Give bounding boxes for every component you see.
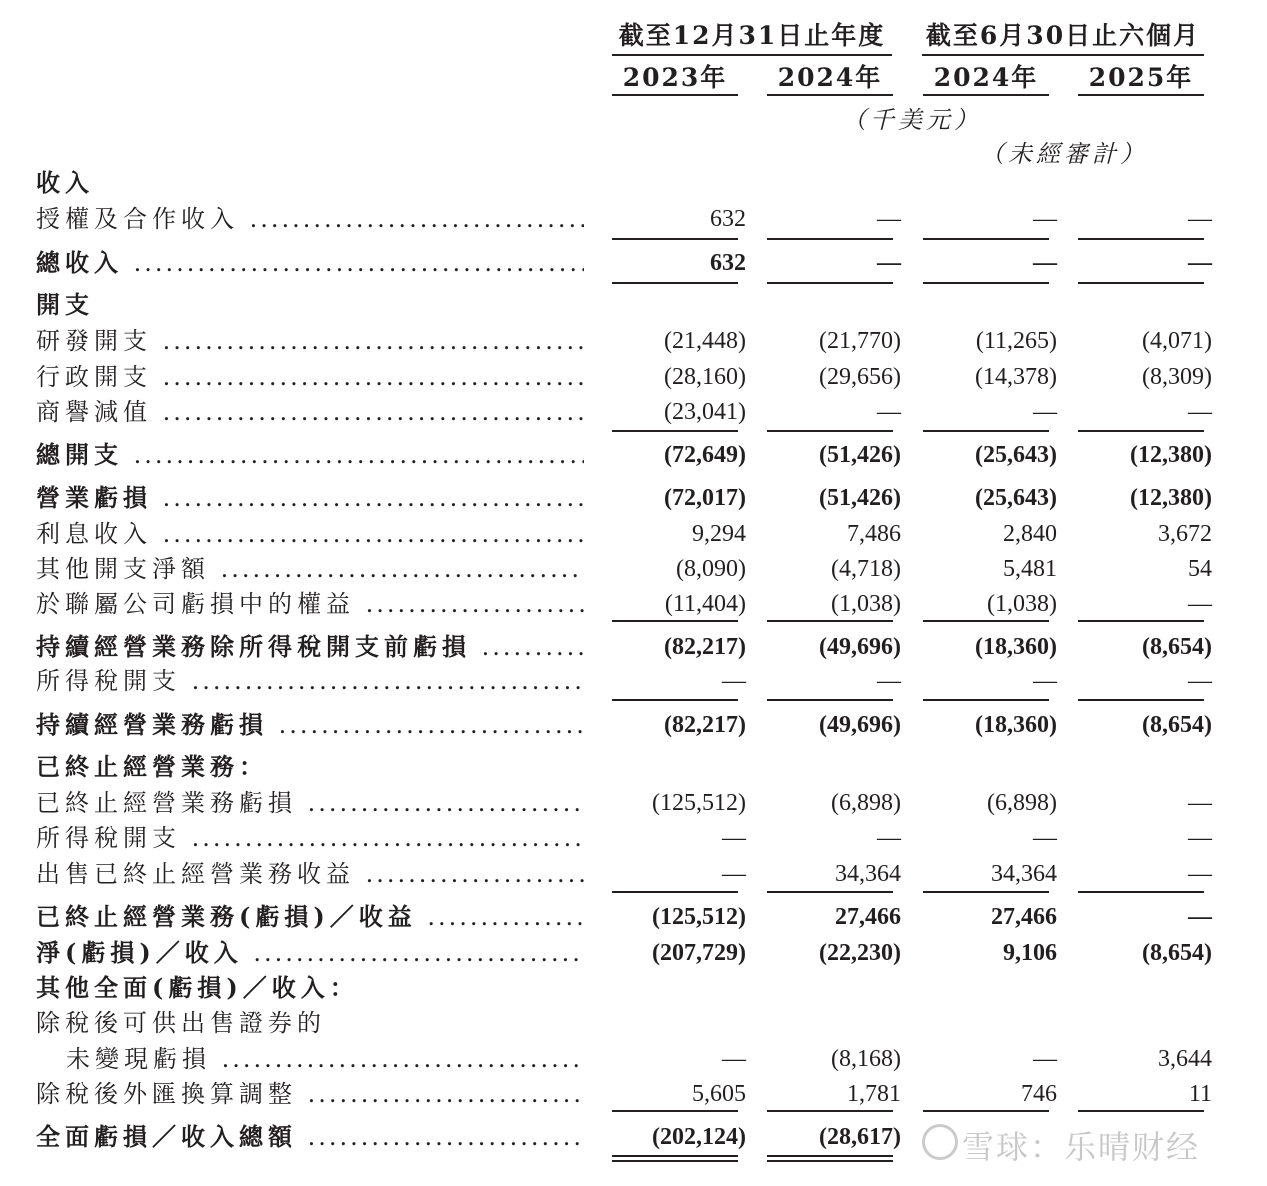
row-value-col-2: (11,265) — [975, 328, 1057, 354]
row-value-col-0: (23,041) — [664, 399, 746, 425]
total-double-underline — [767, 1155, 893, 1157]
row-value-col-3: 11 — [1188, 1081, 1212, 1107]
row-value-col-3: 3,644 — [1158, 1046, 1212, 1072]
row-label: 除稅後外匯換算調整 ..... — [36, 1076, 584, 1112]
subtotal-underline — [1078, 891, 1204, 893]
row-value-col-3: (8,654) — [1142, 940, 1212, 966]
row-label: 營業虧損 ..... — [36, 480, 584, 516]
row-value-col-1: (51,426) — [819, 485, 901, 511]
row-label: 於聯屬公司虧損中的權益 ..... — [36, 586, 584, 622]
subtotal-underline — [1078, 430, 1204, 432]
row-value-col-0: 632 — [710, 206, 746, 232]
subtotal-underline — [1078, 238, 1204, 240]
row-label: 未變現虧損 ..... — [66, 1041, 584, 1077]
row-value-col-3: (4,071) — [1142, 328, 1212, 354]
row-label: 其他全面(虧損)／收入： — [36, 973, 359, 1002]
row-value-col-0: (72,017) — [664, 485, 746, 511]
row-value-col-2: (6,898) — [987, 790, 1057, 816]
subtotal-underline — [612, 282, 738, 284]
row-value-col-2: 2,840 — [1003, 521, 1057, 547]
row-value-col-2: (25,643) — [975, 442, 1057, 468]
table-row — [0, 820, 1267, 856]
row-value-col-1: (1,038) — [831, 591, 901, 617]
row-label: 所得稅開支 ..... — [36, 663, 584, 699]
table-row — [0, 970, 1267, 1006]
row-value-col-2: 9,106 — [1003, 940, 1057, 966]
row-value-col-2: 5,481 — [1003, 556, 1057, 582]
row-value-col-1: (49,696) — [819, 712, 901, 738]
total-double-underline — [612, 1155, 738, 1157]
period-rule-full-year — [612, 54, 892, 56]
row-value-col-2: — — [1033, 1046, 1057, 1072]
subtotal-underline — [767, 282, 893, 284]
row-value-col-0: (8,090) — [676, 556, 746, 582]
subtotal-underline — [1078, 1110, 1204, 1112]
row-value-col-3: — — [1188, 206, 1212, 232]
row-value-col-3: (8,309) — [1142, 364, 1212, 390]
subtotal-underline — [612, 1110, 738, 1112]
row-value-col-0: 9,294 — [692, 521, 746, 547]
row-value-col-1: — — [877, 399, 901, 425]
row-value-col-3: (12,380) — [1130, 442, 1212, 468]
subtotal-underline — [612, 430, 738, 432]
row-value-col-0: (21,448) — [664, 328, 746, 354]
row-value-col-0: (125,512) — [652, 790, 746, 816]
row-value-col-3: — — [1188, 861, 1212, 887]
row-value-col-1: (6,898) — [831, 790, 901, 816]
subtotal-underline — [1078, 282, 1204, 284]
row-value-col-1: 34,364 — [835, 861, 901, 887]
row-label: 收入 — [36, 168, 94, 197]
subtotal-underline — [767, 430, 893, 432]
row-label: 總收入 ..... — [36, 245, 584, 281]
row-value-col-3: (8,654) — [1142, 634, 1212, 660]
row-label: 授權及合作收入 ..... — [36, 201, 584, 237]
row-value-col-1: — — [877, 825, 901, 851]
row-value-col-1: — — [877, 250, 901, 276]
subtotal-underline — [923, 282, 1049, 284]
subtotal-underline — [1078, 620, 1204, 622]
row-value-col-3: — — [1188, 250, 1212, 276]
year-header-1: 2024年 — [777, 63, 883, 92]
table-row — [0, 586, 1267, 622]
row-label: 已終止經營業務虧損 ..... — [36, 785, 584, 821]
subtotal-underline — [923, 430, 1049, 432]
table-row — [0, 663, 1267, 699]
row-value-col-1: (22,230) — [819, 940, 901, 966]
row-label: 商譽減值 ..... — [36, 394, 584, 430]
row-label: 全面虧損／收入總額 ..... — [36, 1119, 584, 1155]
row-label: 已終止經營業務： — [36, 752, 268, 781]
total-double-underline — [767, 1160, 893, 1162]
row-value-col-2: — — [1033, 399, 1057, 425]
row-value-col-2: (18,360) — [975, 634, 1057, 660]
table-row — [0, 749, 1267, 785]
subtotal-underline — [767, 891, 893, 893]
row-value-col-0: (202,124) — [652, 1124, 746, 1150]
watermark-logo-icon — [922, 1124, 958, 1160]
row-value-col-0: (11,404) — [664, 591, 746, 617]
subtotal-underline — [612, 238, 738, 240]
row-label: 持續經營業務除所得稅開支前虧損 ..... — [36, 629, 584, 665]
year-rule-0 — [612, 94, 738, 96]
row-value-col-0: 632 — [710, 250, 746, 276]
table-row — [0, 1005, 1267, 1041]
row-value-col-1: (21,770) — [819, 328, 901, 354]
table-row — [0, 165, 1267, 201]
row-value-col-2: 746 — [1021, 1081, 1057, 1107]
table-row — [0, 629, 1267, 665]
row-label: 行政開支 ..... — [36, 359, 584, 395]
row-value-col-2: — — [1033, 206, 1057, 232]
row-value-col-3: (12,380) — [1130, 485, 1212, 511]
row-value-col-1: 7,486 — [847, 521, 901, 547]
subtotal-underline — [923, 891, 1049, 893]
table-row — [0, 516, 1267, 552]
row-value-col-2: (1,038) — [987, 591, 1057, 617]
row-value-col-0: (207,729) — [652, 940, 746, 966]
row-label: 其他開支淨額 ..... — [36, 551, 584, 587]
row-label: 所得稅開支 ..... — [36, 820, 584, 856]
table-row — [0, 437, 1267, 473]
table-row — [0, 1076, 1267, 1112]
subtotal-underline — [767, 1110, 893, 1112]
year-header-3: 2025年 — [1088, 63, 1194, 92]
row-label: 利息收入 ..... — [36, 516, 584, 552]
row-value-col-0: (82,217) — [664, 712, 746, 738]
unaudited-label: （未經審計） — [980, 140, 1148, 168]
year-rule-2 — [923, 94, 1049, 96]
period-header-half-year: 截至6月30日止六個月 — [925, 21, 1201, 50]
row-value-col-2: 27,466 — [991, 904, 1057, 930]
row-value-col-0: (125,512) — [652, 904, 746, 930]
row-value-col-1: (28,617) — [819, 1124, 901, 1150]
row-value-col-0: — — [722, 1046, 746, 1072]
table-row — [0, 394, 1267, 430]
row-value-col-0: (28,160) — [664, 364, 746, 390]
row-value-col-3: — — [1188, 399, 1212, 425]
row-value-col-2: 34,364 — [991, 861, 1057, 887]
row-value-col-0: (72,649) — [664, 442, 746, 468]
subtotal-underline — [1078, 699, 1204, 701]
table-row — [0, 935, 1267, 971]
period-rule-half-year — [922, 54, 1204, 56]
row-value-col-2: — — [1033, 825, 1057, 851]
watermark-text: 雪球：乐晴财经 — [962, 1128, 1201, 1166]
row-value-col-3: 3,672 — [1158, 521, 1212, 547]
unit-label: （千美元） — [842, 106, 982, 134]
row-value-col-0: — — [722, 825, 746, 851]
table-row — [0, 201, 1267, 237]
row-value-col-3: — — [1188, 668, 1212, 694]
table-row — [0, 856, 1267, 892]
subtotal-underline — [612, 891, 738, 893]
total-double-underline — [612, 1160, 738, 1162]
table-row — [0, 480, 1267, 516]
subtotal-underline — [767, 699, 893, 701]
table-row — [0, 359, 1267, 395]
table-row — [0, 1041, 1267, 1077]
row-value-col-1: (49,696) — [819, 634, 901, 660]
row-value-col-1: — — [877, 668, 901, 694]
row-value-col-1: (29,656) — [819, 364, 901, 390]
row-value-col-3: — — [1188, 591, 1212, 617]
row-value-col-3: — — [1188, 825, 1212, 851]
subtotal-underline — [923, 620, 1049, 622]
year-rule-3 — [1078, 94, 1204, 96]
row-label: 已終止經營業務(虧損)／收益 ..... — [36, 899, 584, 935]
row-label: 研發開支 ..... — [36, 323, 584, 359]
subtotal-underline — [923, 238, 1049, 240]
row-value-col-0: — — [722, 861, 746, 887]
table-row — [0, 707, 1267, 743]
row-value-col-0: (82,217) — [664, 634, 746, 660]
row-value-col-1: — — [877, 206, 901, 232]
row-value-col-2: (18,360) — [975, 712, 1057, 738]
table-row — [0, 899, 1267, 935]
row-label: 總開支 ..... — [36, 437, 584, 473]
row-value-col-1: (4,718) — [831, 556, 901, 582]
subtotal-underline — [612, 699, 738, 701]
year-rule-1 — [767, 94, 893, 96]
row-value-col-0: — — [722, 668, 746, 694]
row-value-col-3: (8,654) — [1142, 712, 1212, 738]
row-value-col-2: (14,378) — [975, 364, 1057, 390]
row-value-col-3: — — [1188, 790, 1212, 816]
year-header-0: 2023年 — [622, 63, 728, 92]
row-value-col-1: (51,426) — [819, 442, 901, 468]
row-value-col-2: — — [1033, 668, 1057, 694]
subtotal-underline — [923, 1110, 1049, 1112]
subtotal-underline — [767, 238, 893, 240]
row-label: 除稅後可供出售證券的 — [36, 1009, 326, 1037]
year-header-2: 2024年 — [933, 63, 1039, 92]
row-value-col-3: 54 — [1188, 556, 1212, 582]
table-row — [0, 551, 1267, 587]
table-row — [0, 785, 1267, 821]
row-value-col-1: (8,168) — [831, 1046, 901, 1072]
row-label: 開支 — [36, 290, 94, 319]
row-label: 持續經營業務虧損 ..... — [36, 707, 584, 743]
row-value-col-2: — — [1033, 250, 1057, 276]
subtotal-underline — [923, 699, 1049, 701]
subtotal-underline — [767, 620, 893, 622]
row-label: 出售已終止經營業務收益 ..... — [36, 856, 584, 892]
row-value-col-3: — — [1188, 904, 1212, 930]
period-header-full-year: 截至12月31日止年度 — [618, 21, 886, 50]
row-value-col-0: 5,605 — [692, 1081, 746, 1107]
table-row — [0, 287, 1267, 323]
row-value-col-1: 27,466 — [835, 904, 901, 930]
row-value-col-2: (25,643) — [975, 485, 1057, 511]
table-row — [0, 323, 1267, 359]
row-value-col-1: 1,781 — [847, 1081, 901, 1107]
row-label: 淨(虧損)／收入 ..... — [36, 935, 584, 971]
subtotal-underline — [612, 620, 738, 622]
table-row — [0, 245, 1267, 281]
